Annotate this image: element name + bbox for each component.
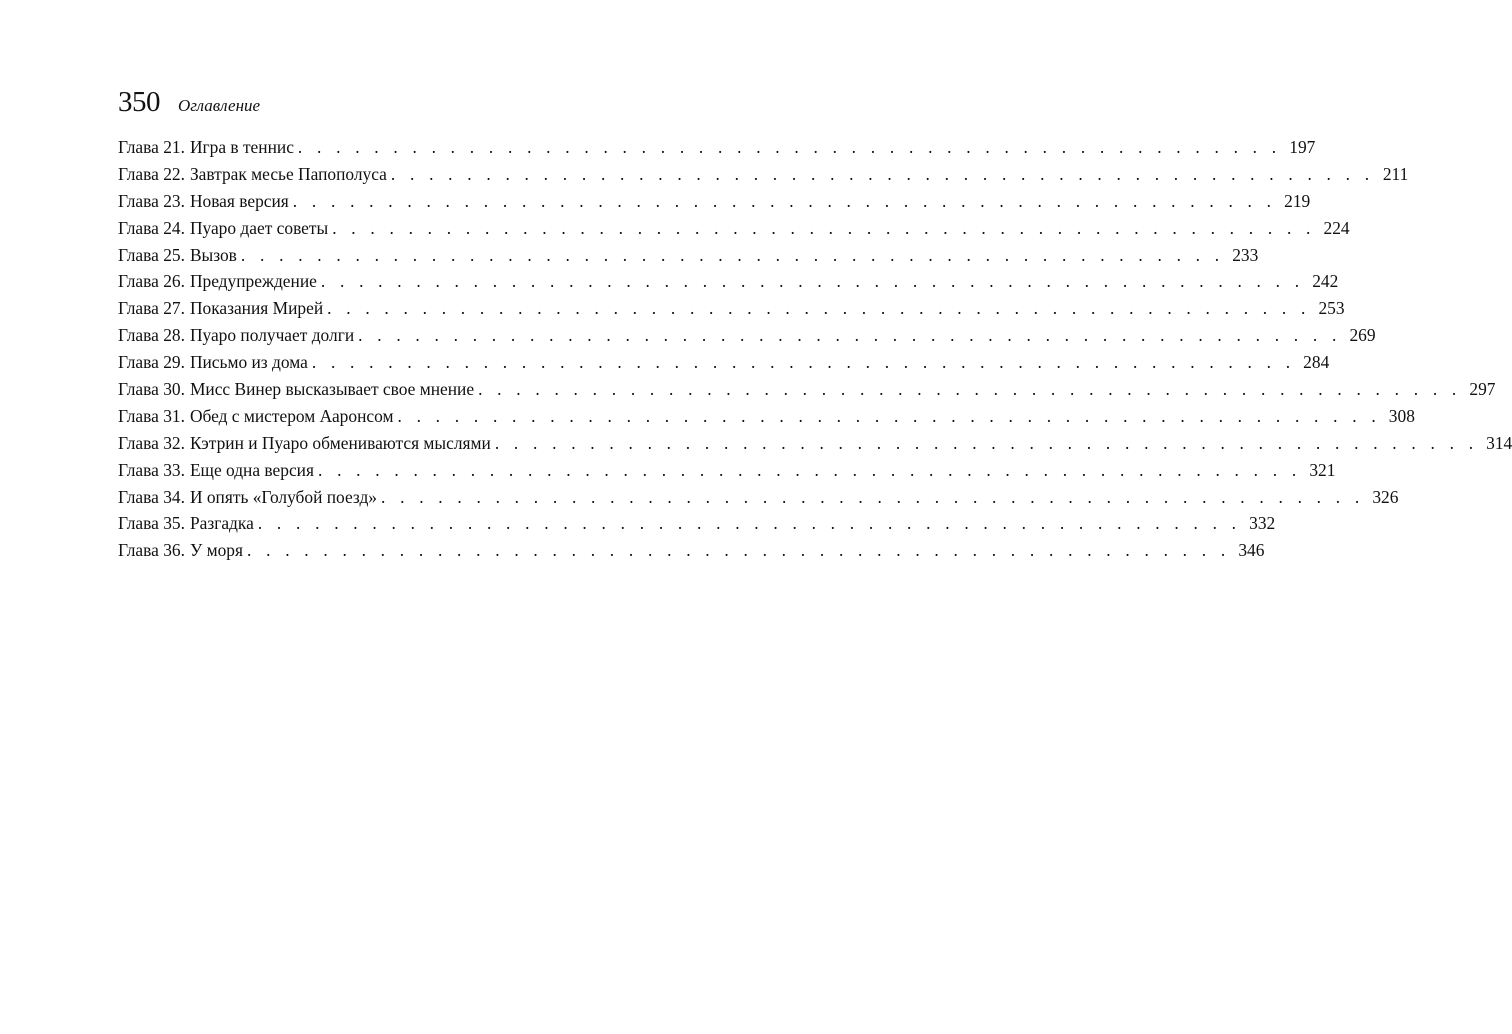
toc-chapter-title: У моря <box>189 540 243 561</box>
toc-chapter-title: Кэтрин и Пуаро обмениваются мыслями <box>189 432 491 453</box>
toc-chapter-title: Еще одна версия <box>189 459 314 480</box>
toc-page-number: 224 <box>1323 217 1350 238</box>
toc-entry <box>118 217 1350 245</box>
toc-entry-label <box>118 298 323 319</box>
toc-page-number: 269 <box>1349 325 1376 346</box>
toc-entry-label <box>118 352 308 373</box>
dot-leader: . . . . . . . . . . . . . . . . . . . . . . . . . . . . . . . . . . . . . . . . . . . . . . . . . . . . <box>390 163 1375 184</box>
dot-leader: . . . . . . . . . . . . . . . . . . . . . . . . . . . . . . . . . . . . . . . . . . . . . . . . . . . . <box>257 513 1242 534</box>
toc-entry <box>118 513 1276 540</box>
toc-chapter-number: Глава 30. <box>118 379 185 400</box>
toc-entry <box>118 137 1316 164</box>
dot-leader: . . . . . . . . . . . . . . . . . . . . . . . . . . . . . . . . . . . . . . . . . . . . . . . . . . . . <box>292 190 1277 211</box>
toc-entry-label <box>118 379 474 400</box>
toc-chapter-title: Пуаро получает долги <box>189 325 355 346</box>
toc-page-number: 308 <box>1388 405 1415 426</box>
toc-chapter-number: Глава 25. <box>118 244 185 265</box>
toc-chapter-number: Глава 34. <box>118 486 185 507</box>
toc-chapter-title: Предупреждение <box>189 271 317 292</box>
toc-entry <box>118 244 1259 272</box>
toc-chapter-title: Письмо из дома <box>189 352 308 373</box>
toc-entry <box>118 540 1265 567</box>
toc-page-number: 284 <box>1303 352 1330 373</box>
toc-entry-label <box>118 137 294 158</box>
page-number: 350 <box>118 86 160 118</box>
toc-entry-label <box>118 245 237 266</box>
dot-leader: . . . . . . . . . . . . . . . . . . . . . . . . . . . . . . . . . . . . . . . . . . . . . . . . . . . . <box>397 405 1381 426</box>
toc-chapter-title: Вызов <box>189 244 237 265</box>
toc-entry <box>118 298 1345 325</box>
toc-entry-label <box>118 164 387 185</box>
toc-chapter-number: Глава 23. <box>118 190 185 211</box>
toc-entry-label <box>118 487 377 508</box>
section-title: Оглавление <box>178 96 261 115</box>
dot-leader: . . . . . . . . . . . . . . . . . . . . . . . . . . . . . . . . . . . . . . . . . . . . . . . . . . . . <box>478 379 1462 400</box>
toc-chapter-number: Глава 31. <box>118 405 185 426</box>
toc-page-number: 197 <box>1289 137 1316 157</box>
dot-leader: . . . . . . . . . . . . . . . . . . . . . . . . . . . . . . . . . . . . . . . . . . . . . . . . . . . . <box>320 271 1305 292</box>
toc-chapter-title: Разгадка <box>189 513 254 534</box>
toc-entry-label <box>118 433 491 454</box>
dot-leader: . . . . . . . . . . . . . . . . . . . . . . . . . . . . . . . . . . . . . . . . . . . . . . . . . . . . <box>494 432 1479 453</box>
dot-leader: . . . . . . . . . . . . . . . . . . . . . . . . . . . . . . . . . . . . . . . . . . . . . . . . . . . . <box>311 352 1296 373</box>
toc-chapter-number: Глава 32. <box>118 432 185 453</box>
toc-chapter-number: Глава 22. <box>118 163 185 184</box>
toc-chapter-title: Показания Мирей <box>189 298 324 319</box>
toc-page-number: 321 <box>1309 459 1336 480</box>
toc-page-number: 346 <box>1238 540 1265 561</box>
dot-leader: . . . . . . . . . . . . . . . . . . . . . . . . . . . . . . . . . . . . . . . . . . . . . . . . . . . . <box>381 486 1365 507</box>
toc-entry <box>118 190 1311 218</box>
dot-leader: . . . . . . . . . . . . . . . . . . . . . . . . . . . . . . . . . . . . . . . . . . . . . . . . . . . . <box>297 137 1282 157</box>
toc-chapter-number: Глава 36. <box>118 540 185 561</box>
toc-entry-label <box>118 191 289 212</box>
toc-chapter-title: И опять «Голубой поезд» <box>189 486 377 507</box>
dot-leader: . . . . . . . . . . . . . . . . . . . . . . . . . . . . . . . . . . . . . . . . . . . . . . . . . . . . <box>317 459 1302 480</box>
toc-entry <box>118 459 1336 487</box>
toc-page-number: 326 <box>1372 486 1399 507</box>
toc-chapter-number: Глава 21. <box>118 137 185 157</box>
dot-leader: . . . . . . . . . . . . . . . . . . . . . . . . . . . . . . . . . . . . . . . . . . . . . . . . . . . . <box>240 244 1225 265</box>
toc-chapter-number: Глава 26. <box>118 271 185 292</box>
toc-chapter-title: Завтрак месье Папополуса <box>189 163 387 184</box>
toc-chapter-number: Глава 33. <box>118 459 185 480</box>
toc-entry <box>118 271 1339 298</box>
toc-chapter-number: Глава 35. <box>118 513 185 534</box>
toc-entry-label <box>118 406 393 427</box>
toc-page-number: 297 <box>1469 379 1496 400</box>
toc-entry <box>118 432 1512 460</box>
toc-chapter-title: Игра в теннис <box>189 137 294 157</box>
dot-leader: . . . . . . . . . . . . . . . . . . . . . . . . . . . . . . . . . . . . . . . . . . . . . . . . . . . . <box>247 540 1231 561</box>
toc-page-number: 242 <box>1312 271 1339 292</box>
toc-entry-label <box>118 540 243 561</box>
toc-entry-label <box>118 218 328 239</box>
toc-entry <box>118 379 1496 406</box>
toc-chapter-title: Новая версия <box>189 190 289 211</box>
running-head <box>118 86 260 119</box>
dot-leader: . . . . . . . . . . . . . . . . . . . . . . . . . . . . . . . . . . . . . . . . . . . . . . . . . . . . <box>332 217 1316 238</box>
toc-page-number: 332 <box>1249 513 1276 534</box>
toc-entry <box>118 486 1399 514</box>
toc-page-number: 314 <box>1486 432 1512 453</box>
dot-leader: . . . . . . . . . . . . . . . . . . . . . . . . . . . . . . . . . . . . . . . . . . . . . . . . . . . . <box>358 325 1342 346</box>
toc-chapter-number: Глава 24. <box>118 217 185 238</box>
toc-entry <box>118 163 1409 191</box>
toc-entry <box>118 352 1330 379</box>
toc-entry-label <box>118 325 354 346</box>
toc-page-number: 253 <box>1318 298 1345 319</box>
toc-chapter-title: Пуаро дает советы <box>189 217 329 238</box>
toc-page-number: 219 <box>1284 190 1311 211</box>
toc-entry-label <box>118 460 314 481</box>
toc-chapter-number: Глава 27. <box>118 298 185 319</box>
toc-page-number: 233 <box>1232 244 1259 265</box>
toc-chapter-number: Глава 29. <box>118 352 185 373</box>
toc-page-number: 211 <box>1382 163 1409 184</box>
table-of-contents <box>118 137 1512 567</box>
toc-chapter-title: Обед с мистером Ааронсом <box>189 405 394 426</box>
toc-entry-label <box>118 271 317 292</box>
toc-chapter-number: Глава 28. <box>118 325 185 346</box>
toc-entry <box>118 405 1415 433</box>
dot-leader: . . . . . . . . . . . . . . . . . . . . . . . . . . . . . . . . . . . . . . . . . . . . . . . . . . . . <box>327 298 1311 319</box>
toc-chapter-title: Мисс Винер высказывает свое мнение <box>189 379 475 400</box>
toc-entry-label <box>118 513 254 534</box>
toc-entry <box>118 325 1376 352</box>
